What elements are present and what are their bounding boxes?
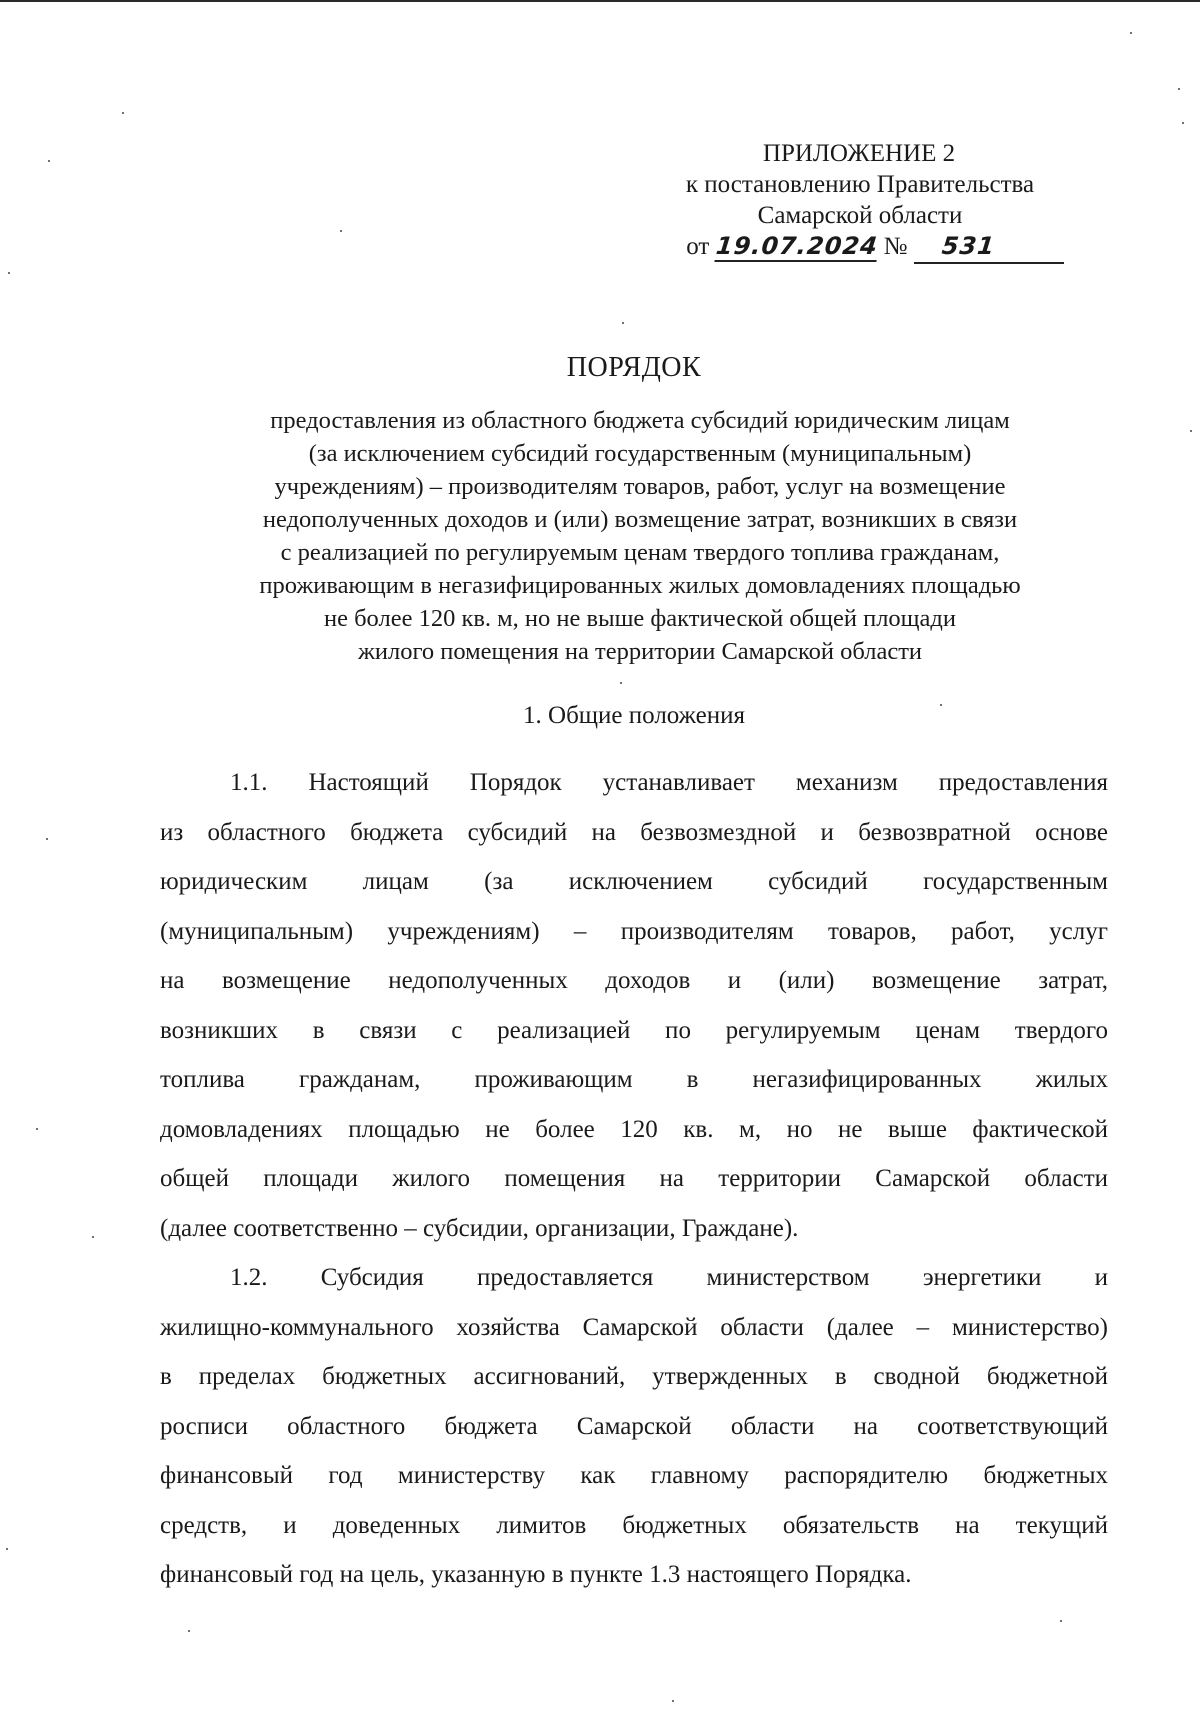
subtitle-line: не более 120 кв. м, но не выше фактической общей площади bbox=[323, 605, 956, 632]
annex-header bbox=[600, 138, 1120, 264]
paragraph-line: из областного бюджета субсидий на безвозмездной и безвозвратной основе bbox=[160, 818, 1108, 846]
subtitle-line: с реализацией по регулируемым ценам твердого топлива гражданам, bbox=[280, 539, 1000, 566]
subtitle-line: (за исключением субсидий государственным (муниципальным) bbox=[308, 440, 972, 467]
scan-speck bbox=[1060, 1620, 1062, 1622]
scan-speck bbox=[1178, 88, 1180, 90]
subtitle-line: учреждениям) – производителям товаров, работ, услуг на возмещение bbox=[274, 473, 1006, 500]
annex-region: Самарской области bbox=[757, 202, 963, 229]
scan-speck bbox=[620, 682, 622, 684]
paragraph-line: общей площади жилого помещения на территории Самарской области bbox=[160, 1165, 1108, 1192]
paragraph-line: в пределах бюджетных ассигнований, утвержденных в сводной бюджетной bbox=[160, 1363, 1108, 1390]
scan-speck bbox=[622, 322, 624, 324]
scan-speck bbox=[188, 1630, 190, 1632]
annex-reference: к постановлению Правительства bbox=[685, 171, 1035, 198]
scan-speck bbox=[36, 1128, 38, 1130]
subtitle-line: проживающим в негазифицированных жилых домовладениях площадью bbox=[259, 572, 1021, 599]
annex-title: ПРИЛОЖЕНИЕ 2 bbox=[762, 140, 956, 167]
document-subtitle bbox=[160, 404, 1120, 668]
subtitle-line: жилого помещения на территории Самарской области bbox=[357, 638, 923, 665]
handwritten-date: 19.07.2024 bbox=[714, 232, 879, 260]
paragraph-line: домовладениях площадью не более 120 кв. м, но не выше фактической bbox=[160, 1115, 1108, 1143]
paragraph-line: финансовый год на цель, указанную в пункте 1.3 настоящего Порядка. bbox=[160, 1561, 912, 1588]
paragraph-1-1 bbox=[160, 758, 1108, 1253]
paragraph-line: (муниципальным) учреждениям) – производителям товаров, работ, услуг bbox=[160, 917, 1108, 945]
paragraph-1-2 bbox=[160, 1253, 1108, 1600]
scan-speck bbox=[46, 838, 48, 840]
date-prefix: от bbox=[686, 233, 710, 260]
paragraph-line: 1.2. Субсидия предоставляется министерством энергетики и bbox=[230, 1264, 1108, 1291]
paragraph-line: росписи областного бюджета Самарской области на соответствующий bbox=[160, 1412, 1108, 1440]
scan-speck bbox=[92, 1236, 94, 1238]
number-prefix: № bbox=[883, 233, 908, 260]
paragraph-line: юридическим лицам (за исключением субсидий государственным bbox=[160, 868, 1108, 895]
scan-speck bbox=[6, 1548, 8, 1550]
scan-speck bbox=[8, 272, 10, 274]
scan-speck bbox=[672, 1700, 674, 1702]
document-number-field bbox=[914, 231, 1064, 264]
scan-speck bbox=[340, 230, 342, 232]
subtitle-line: предоставления из областного бюджета субсидий юридическим лицам bbox=[270, 407, 1010, 434]
scan-speck bbox=[1182, 122, 1184, 124]
scan-speck bbox=[1190, 430, 1192, 432]
scan-speck bbox=[48, 160, 50, 162]
scan-speck bbox=[122, 112, 124, 114]
annex-date-line bbox=[630, 231, 1120, 264]
paragraph-line: финансовый год министерству как главному распорядителю бюджетных bbox=[160, 1462, 1108, 1489]
scan-top-edge bbox=[0, 0, 1200, 2]
paragraph-line: возникших в связи с реализацией по регулируемым ценам твердого bbox=[160, 1016, 1108, 1044]
scan-speck bbox=[1130, 32, 1132, 34]
document-heading: ПОРЯДОК bbox=[566, 352, 702, 383]
section-title: 1. Общие положения bbox=[523, 702, 745, 729]
subtitle-line: недополученных доходов и (или) возмещение затрат, возникших в связи bbox=[262, 506, 1018, 533]
paragraph-line: (далее соответственно – субсидии, организации, Граждане). bbox=[160, 1214, 799, 1242]
paragraph-line: жилищно-коммунального хозяйства Самарской области (далее – министерство) bbox=[160, 1313, 1108, 1341]
paragraph-line: средств, и доведенных лимитов бюджетных обязательств на текущий bbox=[160, 1511, 1108, 1539]
paragraph-line: топлива гражданам, проживающим в негазифицированных жилых bbox=[160, 1066, 1108, 1093]
paragraph-line: 1.1. Настоящий Порядок устанавливает механизм предоставления bbox=[230, 769, 1108, 796]
handwritten-number: 531 bbox=[940, 232, 997, 260]
paragraph-line: на возмещение недополученных доходов и (или) возмещение затрат, bbox=[160, 967, 1108, 994]
